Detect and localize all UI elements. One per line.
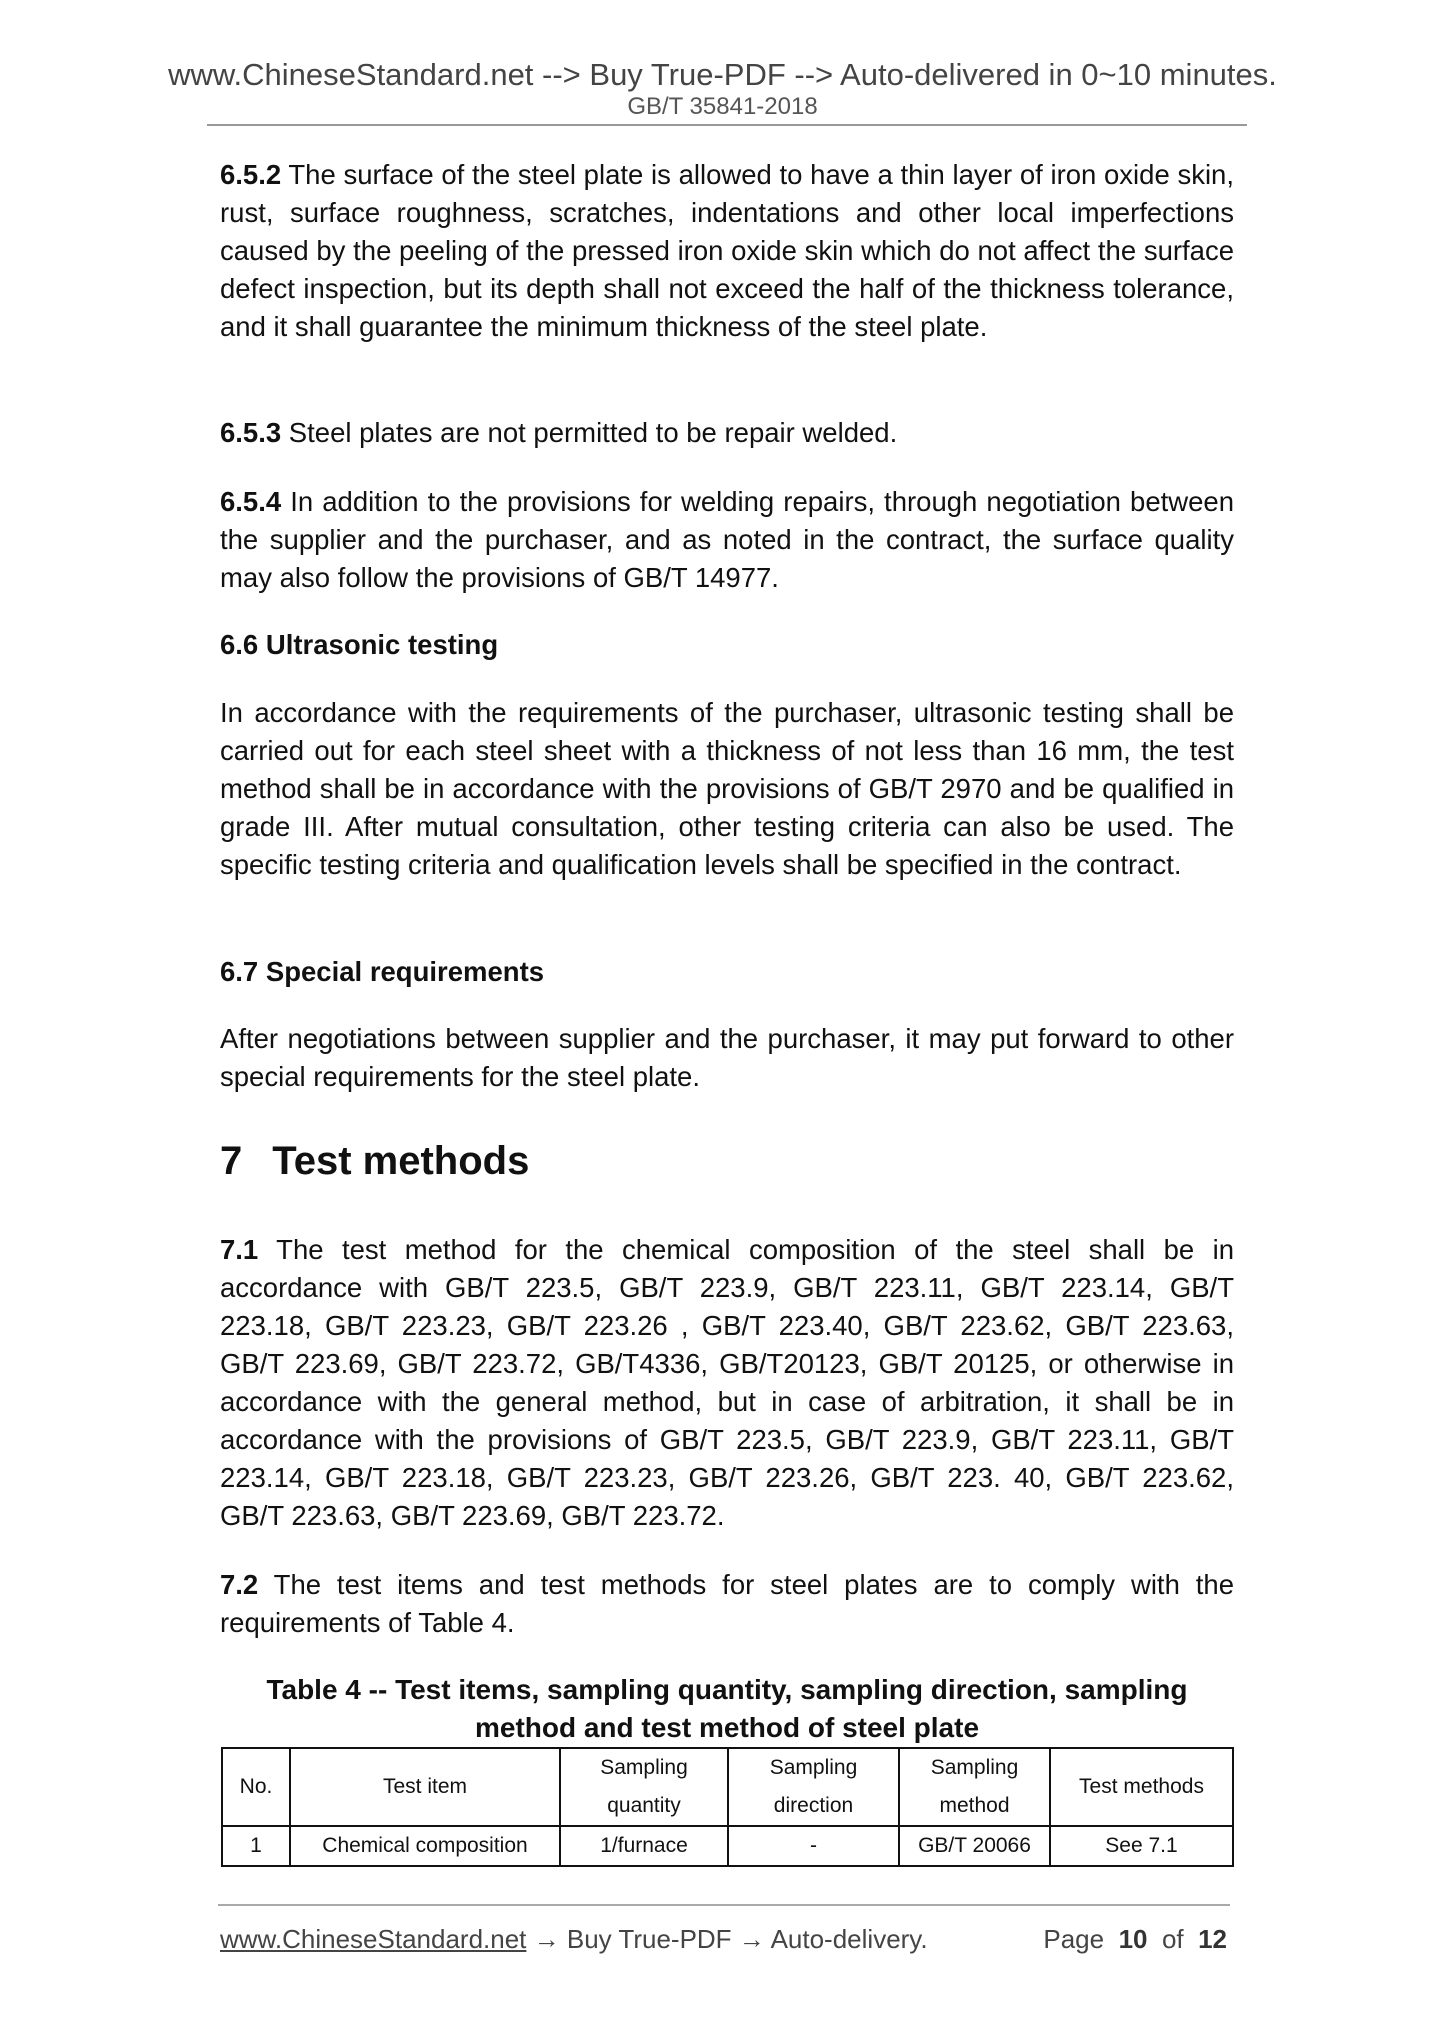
- header-cell: Sampling direction: [728, 1748, 899, 1826]
- footer-link[interactable]: www.ChineseStandard.net: [220, 1924, 527, 1954]
- page-total: 12: [1198, 1924, 1227, 1954]
- clause-number: 6.5.4: [220, 486, 282, 517]
- header-cell: Test methods: [1050, 1748, 1233, 1826]
- section-7-heading: [220, 1139, 559, 1184]
- clause-text: The test method for the chemical composition of the steel shall be in accordance with GB/T 223.5, GB/T 223.9, GB/T 223.11, GB/T 223.14, GB/T 223.18, GB/T 223.23, GB/T 223.26 , GB/T 223.40, GB/T 223.62, GB/T 223.63, GB/T 223.69, GB/T 223.72, GB/T4336, GB/T20123, GB/T 20125, or otherwise in accordance with the general method, but in case of arbitration, it shall be in accordance with the provisions of GB/T 223.5, GB/T 223.9, GB/T 223.11, GB/T 223.14, GB/T 223.18, GB/T 223.23, GB/T 223.26, GB/T 223. 40, GB/T 223.62, GB/T 223.63, GB/T 223.69, GB/T 223.72.: [220, 1234, 1234, 1531]
- test-items-table: [221, 1747, 1234, 1867]
- clause-text: In addition to the provisions for welding repairs, through negotiation between the supplier and the purchaser, and as noted in the contract, the surface quality may also follow the provisions of GB/T 14977.: [220, 486, 1234, 593]
- header-cell: Sampling method: [899, 1748, 1050, 1826]
- heading-text: 6.6 Ultrasonic testing: [220, 629, 499, 660]
- section-title: Test methods: [272, 1139, 530, 1183]
- table-cell: 1/furnace: [560, 1826, 728, 1866]
- table-cell: See 7.1: [1050, 1826, 1233, 1866]
- table-header-row: [222, 1748, 1233, 1826]
- header-cell: Test item: [290, 1748, 560, 1826]
- table-caption: Table 4 -- Test items, sampling quantity, sampling direction, sampling method and test method of steel plate: [266, 1674, 1188, 1743]
- page-indicator: [1043, 1924, 1227, 1955]
- table-cell: 1: [222, 1826, 290, 1866]
- page-of: of: [1161, 1924, 1184, 1954]
- clause-number: 7.2: [220, 1569, 259, 1600]
- header-cell: No.: [222, 1748, 290, 1826]
- clause-number: 6.5.3: [220, 417, 282, 448]
- footer-divider: [218, 1904, 1230, 1906]
- header-cell: Sampling quantity: [560, 1748, 728, 1826]
- page-label: Page: [1043, 1924, 1105, 1954]
- clause-7-1: [220, 1231, 1234, 1535]
- clause-text: The surface of the steel plate is allowed to have a thin layer of iron oxide skin, rust, surface roughness, scratches, indentations and other local imperfections caused by the peeling of the pressed iron oxide skin which do not affect the surface defect inspection, but its depth shall not exceed the half of the thickness tolerance, and it shall guarantee the minimum thickness of the steel plate.: [220, 159, 1234, 342]
- clause-6-5-4: [220, 483, 1234, 597]
- heading-text: 6.7 Special requirements: [220, 956, 545, 987]
- heading-6-6: [220, 626, 1234, 664]
- clause-6-5-2: [220, 156, 1234, 346]
- clause-text: The test items and test methods for steel plates are to comply with the requirements of Table 4.: [220, 1569, 1234, 1638]
- table-row: [222, 1826, 1233, 1866]
- page-number: 10: [1118, 1924, 1148, 1954]
- clause-text: Steel plates are not permitted to be repair welded.: [281, 417, 898, 448]
- clause-6-7-text: After negotiations between supplier and the purchaser, it may put forward to other special requirements for the steel plate.: [220, 1023, 1234, 1092]
- clause-number: 6.5.2: [220, 159, 282, 190]
- footer-rest: → Buy True-PDF → Auto-delivery.: [526, 1924, 928, 1954]
- clause-6-5-3: [220, 414, 1234, 452]
- heading-6-7: [220, 953, 1234, 991]
- document-id: GB/T 35841-2018: [627, 93, 818, 120]
- header-divider: [207, 124, 1247, 126]
- clause-7-2: [220, 1566, 1234, 1642]
- table-cell: GB/T 20066: [899, 1826, 1050, 1866]
- section-number: 7: [220, 1139, 243, 1183]
- clause-6-6-text: In accordance with the requirements of the purchaser, ultrasonic testing shall be carried out for each steel sheet with a thickness of not less than 16 mm, the test method shall be in accordance with the provisions of GB/T 2970 and be qualified in grade III. After mutual consultation, other testing criteria can also be used. The specific testing criteria and qualification levels shall be specified in the contract.: [220, 697, 1234, 880]
- table-cell: Chemical composition: [290, 1826, 560, 1866]
- header-banner: www.ChineseStandard.net --> Buy True-PDF --> Auto-delivered in 0~10 minutes.: [168, 57, 1277, 92]
- footer-text: [220, 1924, 928, 1955]
- clause-number: 7.1: [220, 1234, 259, 1265]
- table-cell: -: [728, 1826, 899, 1866]
